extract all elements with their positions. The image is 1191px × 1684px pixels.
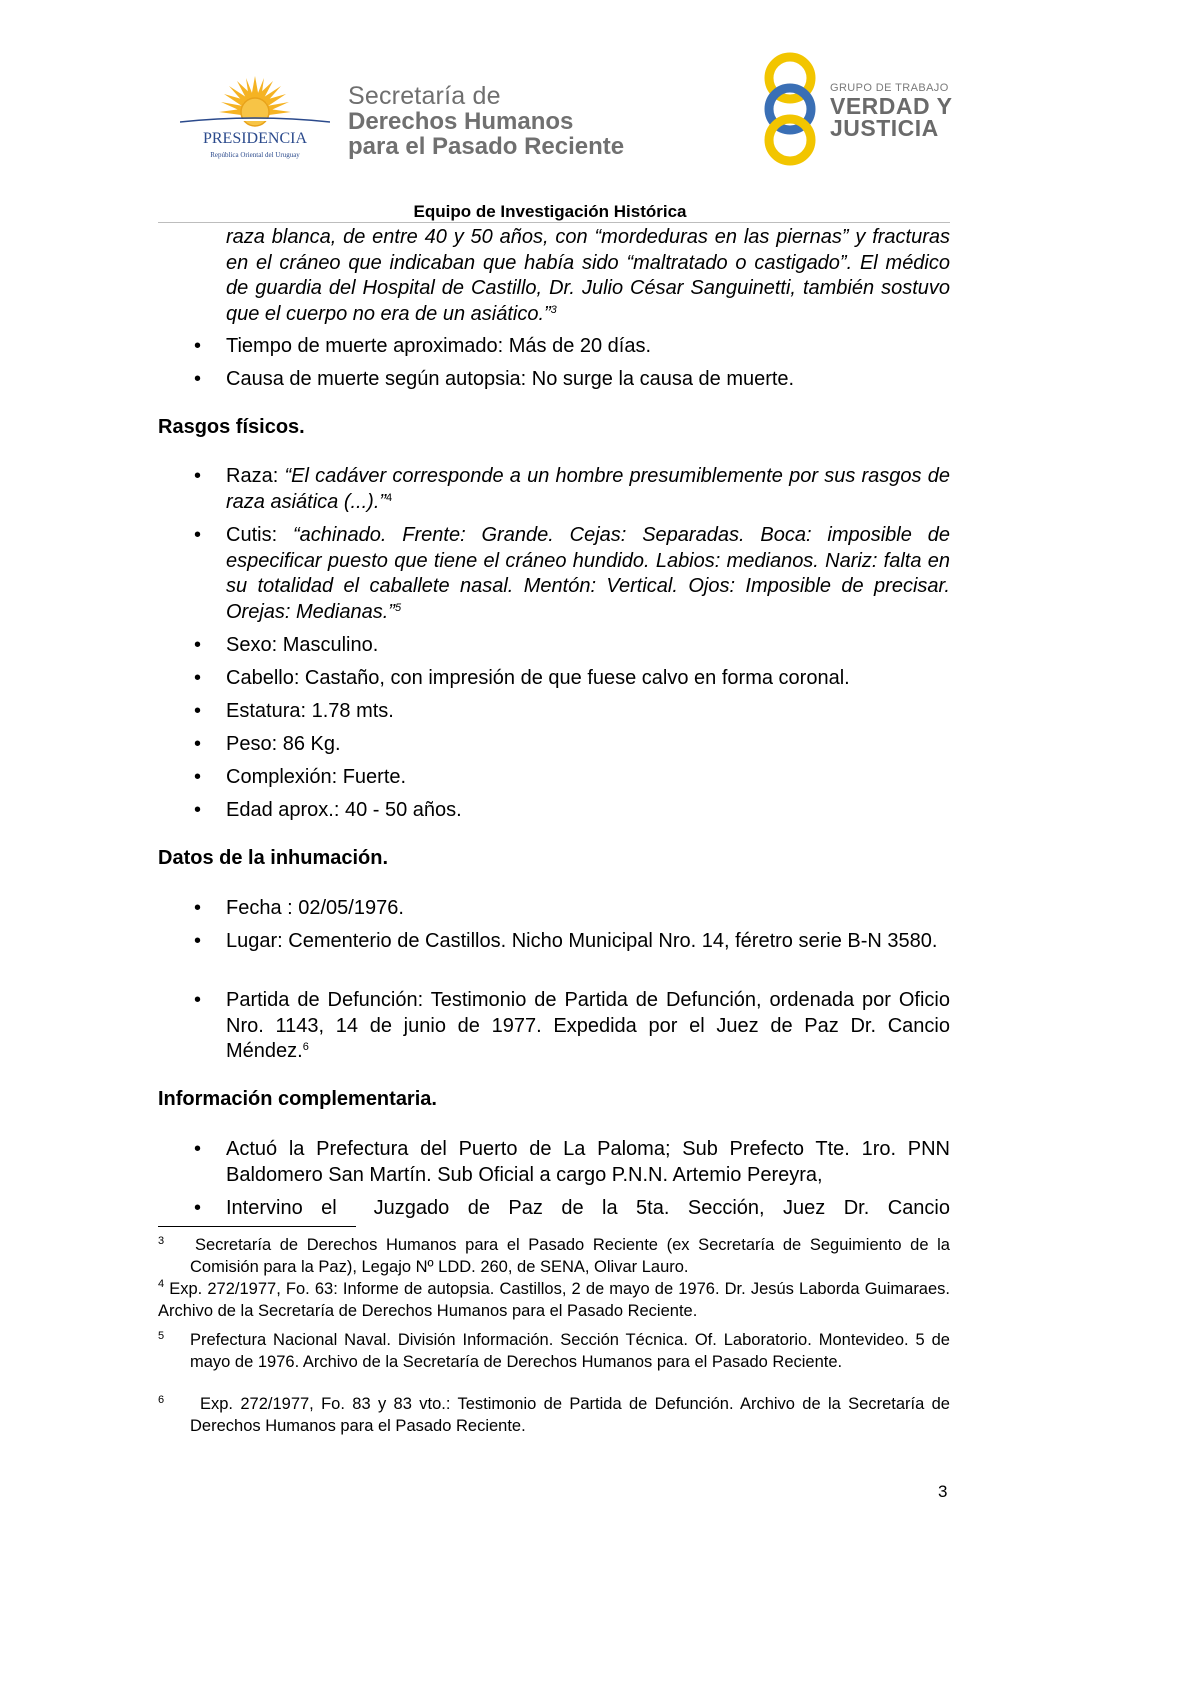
list-item-lugar: Lugar: Cementerio de Castillos. Nicho Municipal Nro. 14, féretro serie B-N 3580. bbox=[226, 930, 938, 952]
bullet-icon: • bbox=[194, 1138, 202, 1160]
footnote-ref-5: 5 bbox=[394, 602, 402, 615]
team-title: Equipo de Investigación Histórica bbox=[413, 202, 687, 221]
footnote-number: 3 bbox=[158, 1235, 165, 1247]
cutis-quote: “achinado. Frente: Grande. Cejas: Separadas. Boca: imposible de especificar puesto que tiene el cráneo hundido. Labios: medianos. Nariz: falta en su totalidad el caballete nasal. Mentón: Vertical. Ojos: Imposible de precisar. Orejas: Medianas.” bbox=[226, 524, 950, 624]
footnote-ref-3: 3 bbox=[550, 304, 557, 317]
bullet-icon: • bbox=[194, 1197, 202, 1219]
bullet-icon: • bbox=[194, 733, 202, 755]
bullet-icon: • bbox=[194, 930, 202, 952]
partida-text: Partida de Defunción: Testimonio de Partida de Defunción, ordenada por Oficio Nro. 1143, 14 de junio de 1977. Expedida por el Juez de Paz Dr. Cancio Méndez. bbox=[226, 989, 950, 1063]
bullet-icon: • bbox=[194, 799, 202, 821]
list-item-edad: Edad aprox.: 40 - 50 años. bbox=[226, 799, 462, 821]
header-divider bbox=[158, 222, 950, 223]
secretaria-line-2: Derechos Humanos bbox=[348, 108, 574, 135]
footnote-number: 4 bbox=[158, 1278, 165, 1290]
bullet-icon: • bbox=[194, 897, 202, 919]
sun-emblem-icon bbox=[180, 72, 330, 164]
footnote-ref-4: 4 bbox=[386, 491, 393, 504]
gtvj-line-2: VERDAD Y bbox=[830, 93, 953, 119]
footnote-3: Secretaría de Derechos Humanos para el Pasado Reciente (ex Secretaría de Seguimiento de la Comisión para la Paz), Legajo Nº LDD. 260, de SENA, Olivar Lauro. bbox=[190, 1236, 950, 1276]
bullet-icon: • bbox=[194, 989, 202, 1011]
bullet-icon: • bbox=[194, 766, 202, 788]
list-item-cutis bbox=[226, 523, 950, 626]
presidencia-name: PRESIDENCIA bbox=[202, 130, 308, 147]
footnote-ref-6: 6 bbox=[302, 1041, 309, 1054]
raza-quote: “El cadáver corresponde a un hombre presumiblemente por sus rasgos de raza asiática (...).” bbox=[226, 465, 950, 513]
presidencia-logo bbox=[180, 72, 330, 164]
gtvj-line-1: GRUPO DE TRABAJO bbox=[830, 82, 949, 94]
gtvj-logo bbox=[760, 52, 820, 166]
footnote-5: Prefectura Nacional Naval. División Información. Sección Técnica. Of. Laboratorio. Montevideo. 5 de mayo de 1976. Archivo de la Secretaría de Derechos Humanos para el Pasado Reciente. bbox=[190, 1331, 950, 1371]
heading-complementaria: Información complementaria. bbox=[158, 1088, 437, 1110]
cutis-label: Cutis: bbox=[226, 524, 293, 546]
list-item-causa-muerte: Causa de muerte según autopsia: No surge la causa de muerte. bbox=[226, 368, 795, 390]
list-item-prefectura: Actuó la Prefectura del Puerto de La Paloma; Sub Prefecto Tte. 1ro. PNN Baldomero San Martín. Sub Oficial a cargo P.N.N. Artemio Pereyra, bbox=[226, 1138, 950, 1186]
list-item-fecha: Fecha : 02/05/1976. bbox=[226, 897, 404, 919]
bullet-icon: • bbox=[194, 368, 202, 390]
heading-inhumacion: Datos de la inhumación. bbox=[158, 847, 389, 869]
list-item-cabello: Cabello: Castaño, con impresión de que fuese calvo en forma coronal. bbox=[226, 667, 850, 689]
list-item-peso: Peso: 86 Kg. bbox=[226, 733, 341, 755]
raza-label: Raza: bbox=[226, 465, 285, 487]
bullet-icon: • bbox=[194, 524, 202, 546]
list-item-partida bbox=[226, 988, 950, 1065]
bullet-icon: • bbox=[194, 700, 202, 722]
gtvj-line-3: JUSTICIA bbox=[830, 115, 939, 141]
continued-quote bbox=[226, 225, 950, 328]
presidencia-subtitle: República Oriental del Uruguay bbox=[210, 151, 300, 159]
list-item-raza bbox=[226, 464, 950, 515]
bullet-icon: • bbox=[194, 465, 202, 487]
continued-quote-text: raza blanca, de entre 40 y 50 años, con “mordeduras en las piernas” y fracturas en el cráneo que indicaban que había sido “maltratado o castigado”. El médico de guardia del Hospital de Castillo, Dr. Julio César Sanguinetti, también sostuvo que el cuerpo no era de un asiático.” bbox=[226, 226, 950, 326]
heading-rasgos-fisicos: Rasgos físicos. bbox=[158, 416, 305, 438]
footnote-4-text: Exp. 272/1977, Fo. 63: Informe de autopsia. Castillos, 2 de mayo de 1976. Dr. Jesús Laborda Guimaraes. Archivo de la Secretaría de Derechos Humanos para el Pasado Reciente. bbox=[158, 1280, 950, 1320]
list-item-juzgado: Intervino el Juzgado de Paz de la 5ta. Sección, Juez Dr. Cancio bbox=[226, 1197, 950, 1219]
secretaria-line-1: Secretaría de bbox=[348, 82, 501, 110]
footnote-number: 6 bbox=[158, 1394, 165, 1406]
list-item-tiempo-muerte: Tiempo de muerte aproximado: Más de 20 días. bbox=[226, 335, 652, 357]
list-item-complexion: Complexión: Fuerte. bbox=[226, 766, 407, 788]
bullet-icon: • bbox=[194, 335, 202, 357]
bullet-icon: • bbox=[194, 634, 202, 656]
bullet-icon: • bbox=[194, 667, 202, 689]
footnote-4 bbox=[158, 1279, 950, 1322]
chain-rings-icon bbox=[760, 52, 820, 166]
gtvj-title bbox=[830, 82, 952, 139]
page-number: 3 bbox=[938, 1482, 948, 1501]
footnote-divider bbox=[158, 1226, 356, 1227]
secretaria-title bbox=[348, 84, 624, 159]
list-item-sexo: Sexo: Masculino. bbox=[226, 634, 379, 656]
footnote-6: Exp. 272/1977, Fo. 83 y 83 vto.: Testimonio de Partida de Defunción. Archivo de la Secretaría de Derechos Humanos para el Pasado Reciente. bbox=[190, 1395, 950, 1435]
list-item-estatura: Estatura: 1.78 mts. bbox=[226, 700, 394, 722]
secretaria-line-3: para el Pasado Reciente bbox=[348, 133, 625, 160]
footnote-number: 5 bbox=[158, 1330, 165, 1342]
